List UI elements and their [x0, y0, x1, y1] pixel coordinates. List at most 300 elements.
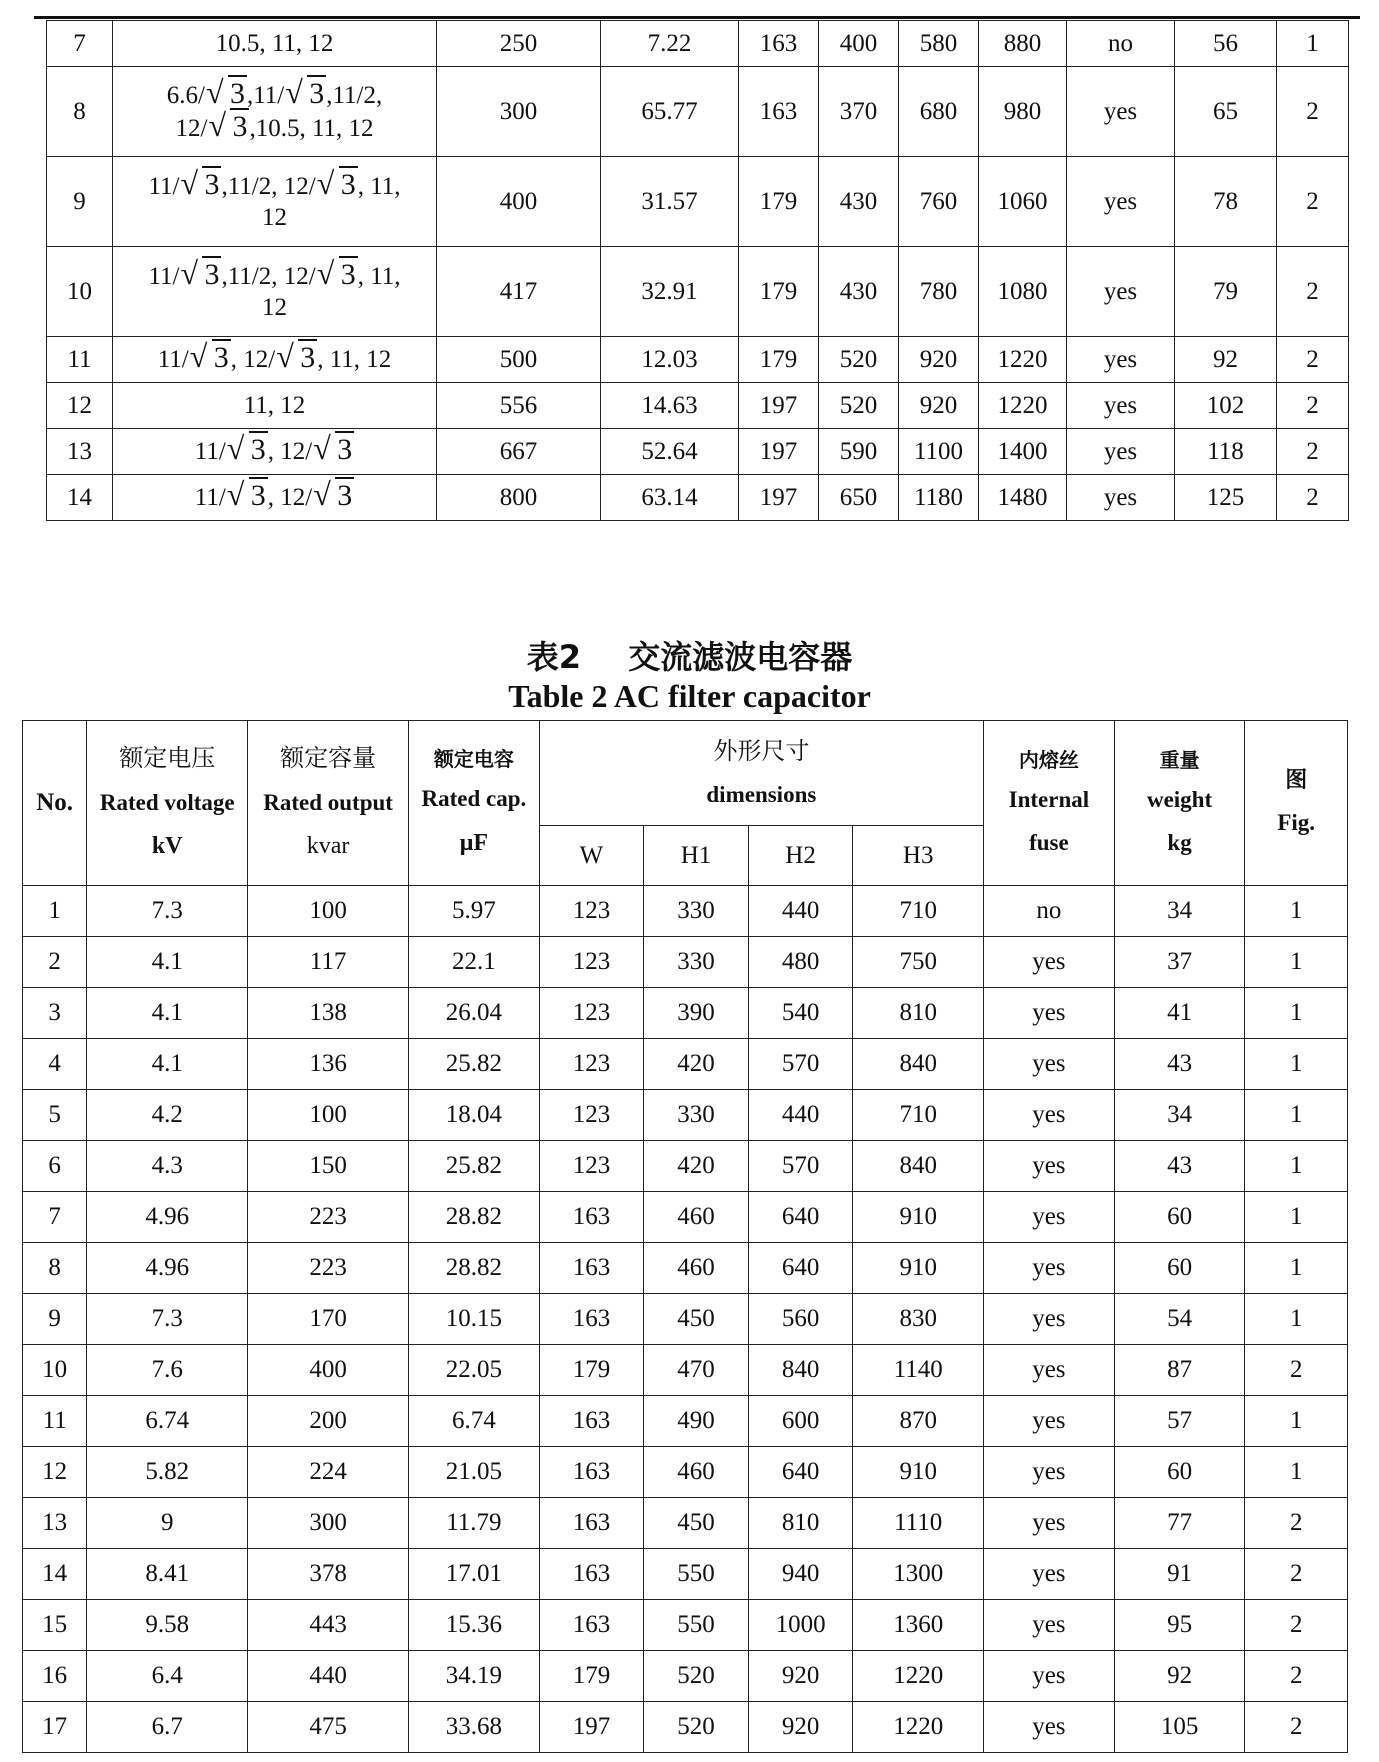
cell-fuse: yes: [1067, 429, 1175, 475]
cell-weight: 34: [1114, 886, 1245, 937]
sqrt-symbol: [180, 167, 221, 201]
cell-output: 443: [248, 1600, 409, 1651]
cell-output: 500: [437, 337, 601, 383]
table-row: [23, 886, 1348, 937]
cell-h2: 600: [748, 1396, 853, 1447]
header-w: W: [539, 826, 644, 886]
cell-weight: 105: [1114, 1702, 1245, 1753]
header-fuse: [984, 721, 1115, 886]
cell-w: 179: [539, 1345, 644, 1396]
cell-cap: 6.74: [409, 1396, 540, 1447]
header-fuse-en: Internal: [1008, 786, 1090, 812]
cell-weight: 54: [1114, 1294, 1245, 1345]
cell-no: 2: [23, 937, 87, 988]
cell-no: 4: [23, 1039, 87, 1090]
cell-h1: 330: [644, 937, 749, 988]
cell-voltage: 8.41: [87, 1549, 248, 1600]
cell-fig: 2: [1277, 157, 1349, 247]
cell-cap: 25.82: [409, 1039, 540, 1090]
voltage-text: , 12/: [267, 438, 313, 466]
cell-h1: 590: [819, 429, 899, 475]
cell-w: 179: [539, 1651, 644, 1702]
cell-cap: 25.82: [409, 1141, 540, 1192]
cell-h2: 920: [899, 337, 979, 383]
cell-no: 9: [47, 157, 113, 247]
cell-fuse: no: [1067, 21, 1175, 67]
cell-output: 667: [437, 429, 601, 475]
cell-fig: 1: [1245, 1447, 1348, 1498]
cell-h2: 1100: [899, 429, 979, 475]
cell-w: 123: [539, 886, 644, 937]
cell-w: 163: [739, 67, 819, 157]
cell-h2: 810: [748, 1498, 853, 1549]
table2-body: [23, 886, 1348, 1753]
table-row: [23, 988, 1348, 1039]
cell-h2: 440: [748, 1090, 853, 1141]
cell-cap: 33.68: [409, 1702, 540, 1753]
cell-weight: 56: [1175, 21, 1277, 67]
cell-no: 11: [23, 1396, 87, 1447]
table-row: [47, 157, 1349, 247]
cell-h3: 1110: [853, 1498, 984, 1549]
cell-h3: 1360: [853, 1600, 984, 1651]
cell-voltage: 7.6: [87, 1345, 248, 1396]
voltage-text: 11/: [157, 346, 189, 374]
cell-h3: 980: [979, 67, 1067, 157]
cell-fig: 1: [1245, 1192, 1348, 1243]
cell-h1: 520: [819, 337, 899, 383]
cell-h1: 550: [644, 1549, 749, 1600]
header-voltage-unit: kV: [151, 833, 183, 860]
cell-h3: 1300: [853, 1549, 984, 1600]
table-row: [23, 1447, 1348, 1498]
table-caption-cn: 表2 交流滤波电容器: [526, 638, 853, 676]
cell-no: 7: [47, 21, 113, 67]
cell-cap: 63.14: [601, 475, 739, 521]
cell-cap: 22.1: [409, 937, 540, 988]
header-cap-cn: 额定电容: [433, 747, 514, 772]
cell-voltage: 9: [87, 1498, 248, 1549]
cell-voltage: [113, 383, 437, 429]
sqrt-radicand: 3: [229, 77, 245, 111]
table-row: [23, 1243, 1348, 1294]
cell-h3: 840: [853, 1141, 984, 1192]
cell-cap: 31.57: [601, 157, 739, 247]
cell-weight: 102: [1175, 383, 1277, 429]
cell-fig: 1: [1277, 21, 1349, 67]
cell-w: 163: [739, 21, 819, 67]
cell-h2: 780: [899, 247, 979, 337]
voltage-text: ,10.5, 11, 12: [249, 114, 374, 142]
cell-cap: 26.04: [409, 988, 540, 1039]
cell-fig: 2: [1245, 1549, 1348, 1600]
header-fuse-en2: fuse: [1029, 829, 1069, 855]
cell-voltage: [113, 337, 437, 383]
cell-w: 197: [739, 383, 819, 429]
cell-cap: 11.79: [409, 1498, 540, 1549]
header-no: [23, 721, 87, 886]
cell-fuse: yes: [984, 1345, 1115, 1396]
top-rule: [34, 16, 1360, 19]
cell-voltage: 7.3: [87, 1294, 248, 1345]
cell-cap: 22.05: [409, 1345, 540, 1396]
sqrt-symbol: [180, 257, 221, 291]
cell-h3: 1400: [979, 429, 1067, 475]
cell-fig: 2: [1245, 1600, 1348, 1651]
cell-cap: 65.77: [601, 67, 739, 157]
header-fig-cn: 图: [1285, 768, 1308, 794]
cell-weight: 60: [1114, 1243, 1245, 1294]
cell-h1: 520: [819, 383, 899, 429]
cell-no: 16: [23, 1651, 87, 1702]
cell-h1: 460: [644, 1192, 749, 1243]
header-dimensions: [539, 721, 983, 826]
cell-no: 14: [23, 1549, 87, 1600]
cell-output: 223: [248, 1192, 409, 1243]
cell-output: 138: [248, 988, 409, 1039]
cell-voltage: 5.82: [87, 1447, 248, 1498]
header-voltage-en: Rated voltage: [99, 789, 235, 815]
voltage-text: , 12/: [267, 484, 313, 512]
cell-cap: 17.01: [409, 1549, 540, 1600]
cell-output: 117: [248, 937, 409, 988]
cell-h3: 1480: [979, 475, 1067, 521]
cell-h1: 430: [819, 157, 899, 247]
cell-h1: 450: [644, 1498, 749, 1549]
cell-weight: 57: [1114, 1396, 1245, 1447]
cell-h3: 910: [853, 1243, 984, 1294]
cell-output: 100: [248, 1090, 409, 1141]
cell-no: 11: [47, 337, 113, 383]
cell-fig: 1: [1245, 1039, 1348, 1090]
cell-fuse: yes: [984, 1651, 1115, 1702]
cell-cap: 21.05: [409, 1447, 540, 1498]
cell-h1: 430: [819, 247, 899, 337]
cell-fuse: yes: [984, 1396, 1115, 1447]
sqrt-radicand: 3: [204, 167, 220, 201]
sqrt-symbol: [285, 79, 326, 109]
header-output-en: Rated output: [263, 789, 393, 815]
cell-fuse: no: [984, 886, 1115, 937]
cell-w: 163: [539, 1243, 644, 1294]
ac-filter-capacitor-table: [22, 720, 1348, 1753]
cell-w: 123: [539, 1039, 644, 1090]
table-row: [47, 21, 1349, 67]
voltage-text: 12: [262, 204, 287, 231]
sqrt-radicand: 3: [250, 433, 266, 467]
cell-voltage: 7.3: [87, 886, 248, 937]
cell-no: 7: [23, 1192, 87, 1243]
cell-h1: 330: [644, 886, 749, 937]
cell-fig: 2: [1277, 247, 1349, 337]
cell-h2: 540: [748, 988, 853, 1039]
voltage-text: , 11,: [357, 172, 401, 200]
voltage-text: 12: [262, 294, 287, 321]
cell-fuse: yes: [984, 1549, 1115, 1600]
sqrt-radicand: 3: [204, 257, 220, 291]
sqrt-radicand: 3: [232, 109, 248, 143]
cell-h2: 1180: [899, 475, 979, 521]
cell-h3: 1220: [853, 1651, 984, 1702]
cell-w: 163: [539, 1498, 644, 1549]
cell-h3: 1220: [979, 383, 1067, 429]
table-row: [47, 475, 1349, 521]
cell-fuse: yes: [1067, 67, 1175, 157]
cell-h1: 650: [819, 475, 899, 521]
header-h1: H1: [644, 826, 749, 886]
cell-voltage: [113, 247, 437, 337]
header-dim-en: dimensions: [706, 781, 817, 807]
cell-h3: 750: [853, 937, 984, 988]
table-row: [23, 1141, 1348, 1192]
table-row: [47, 337, 1349, 383]
sqrt-radicand: 3: [250, 479, 266, 513]
voltage-text: 11/: [194, 484, 226, 512]
cell-h3: 1080: [979, 247, 1067, 337]
cell-fig: 1: [1245, 1294, 1348, 1345]
header-output: [248, 721, 409, 886]
voltage-text: 6.6/: [166, 82, 205, 110]
cell-voltage: 4.96: [87, 1243, 248, 1294]
cell-fuse: yes: [984, 1600, 1115, 1651]
table-caption-en: Table 2 AC filter capacitor: [508, 678, 871, 714]
voltage-text: , 12/: [230, 346, 276, 374]
cell-h3: 710: [853, 1090, 984, 1141]
cell-cap: 28.82: [409, 1192, 540, 1243]
cell-no: 10: [23, 1345, 87, 1396]
cell-weight: 95: [1114, 1600, 1245, 1651]
cell-h1: 520: [644, 1651, 749, 1702]
cell-h1: 460: [644, 1243, 749, 1294]
cell-fig: 1: [1245, 886, 1348, 937]
cell-no: 10: [47, 247, 113, 337]
cell-fuse: yes: [984, 1447, 1115, 1498]
sqrt-radicand: 3: [337, 433, 353, 467]
header-voltage: [87, 721, 248, 886]
cell-w: 163: [539, 1294, 644, 1345]
table-row: [47, 67, 1349, 157]
cell-w: 197: [739, 475, 819, 521]
header-output-cn: 额定容量: [280, 746, 377, 773]
table-row: [23, 1651, 1348, 1702]
cell-h3: 710: [853, 886, 984, 937]
cell-output: 400: [437, 157, 601, 247]
sqrt-symbol: [276, 343, 317, 373]
voltage-text: 11/: [148, 262, 180, 290]
table-row: [23, 1702, 1348, 1753]
cell-w: 163: [539, 1396, 644, 1447]
cell-h1: 420: [644, 1039, 749, 1090]
sqrt-symbol: [227, 481, 268, 511]
cell-fuse: yes: [1067, 247, 1175, 337]
cell-no: 8: [47, 67, 113, 157]
cell-voltage: 6.74: [87, 1396, 248, 1447]
table-row: [47, 383, 1349, 429]
cell-output: 250: [437, 21, 601, 67]
cell-fig: 2: [1245, 1702, 1348, 1753]
cell-voltage: 4.1: [87, 937, 248, 988]
table-row: [47, 429, 1349, 475]
cell-h1: 400: [819, 21, 899, 67]
cell-fuse: yes: [984, 1141, 1115, 1192]
cell-h1: 330: [644, 1090, 749, 1141]
cell-h2: 570: [748, 1141, 853, 1192]
cell-h2: 640: [748, 1243, 853, 1294]
cell-weight: 78: [1175, 157, 1277, 247]
cell-output: 300: [248, 1498, 409, 1549]
cell-output: 200: [248, 1396, 409, 1447]
cell-voltage: [113, 67, 437, 157]
cell-h3: 1220: [979, 337, 1067, 383]
cell-weight: 91: [1114, 1549, 1245, 1600]
table1-body: [47, 21, 1349, 521]
header-weight: [1114, 721, 1245, 886]
header-cap-unit: μF: [459, 829, 488, 856]
cell-h2: 480: [748, 937, 853, 988]
cell-h2: 560: [748, 1294, 853, 1345]
sqrt-radicand: 3: [300, 341, 316, 375]
sqrt-radicand: 3: [340, 257, 356, 291]
cell-fig: 1: [1245, 1141, 1348, 1192]
cell-cap: 10.15: [409, 1294, 540, 1345]
header-no-label: No.: [36, 789, 74, 817]
cell-output: 224: [248, 1447, 409, 1498]
cell-no: 5: [23, 1090, 87, 1141]
cell-output: 223: [248, 1243, 409, 1294]
cell-cap: 52.64: [601, 429, 739, 475]
cell-w: 197: [739, 429, 819, 475]
cell-voltage: 4.2: [87, 1090, 248, 1141]
voltage-text: , 11,: [357, 262, 401, 290]
cell-cap: 7.22: [601, 21, 739, 67]
cell-voltage: 4.1: [87, 988, 248, 1039]
cell-h2: 680: [899, 67, 979, 157]
cell-fig: 1: [1245, 1090, 1348, 1141]
header-output-unit: kvar: [306, 833, 350, 860]
cell-w: 123: [539, 1090, 644, 1141]
cell-fig: 2: [1277, 337, 1349, 383]
cell-fig: 1: [1245, 1396, 1348, 1447]
cell-weight: 79: [1175, 247, 1277, 337]
cell-output: 136: [248, 1039, 409, 1090]
sqrt-symbol: [313, 481, 354, 511]
cell-h2: 570: [748, 1039, 853, 1090]
cell-output: 440: [248, 1651, 409, 1702]
cell-w: 179: [739, 337, 819, 383]
cell-weight: 43: [1114, 1141, 1245, 1192]
cell-no: 8: [23, 1243, 87, 1294]
cell-w: 123: [539, 937, 644, 988]
cell-fig: 2: [1277, 383, 1349, 429]
cell-w: 123: [539, 1141, 644, 1192]
cell-weight: 60: [1114, 1447, 1245, 1498]
table-row: [23, 1498, 1348, 1549]
cell-h1: 470: [644, 1345, 749, 1396]
cell-fuse: yes: [984, 1192, 1115, 1243]
cell-weight: 43: [1114, 1039, 1245, 1090]
cell-cap: 5.97: [409, 886, 540, 937]
table-row: [23, 937, 1348, 988]
cell-fuse: yes: [984, 988, 1115, 1039]
cell-h2: 760: [899, 157, 979, 247]
cell-h2: 920: [748, 1651, 853, 1702]
cell-no: 15: [23, 1600, 87, 1651]
cell-cap: 18.04: [409, 1090, 540, 1141]
header-voltage-cn: 额定电压: [119, 746, 216, 773]
cell-fuse: yes: [1067, 475, 1175, 521]
cell-h1: 520: [644, 1702, 749, 1753]
table-row: [23, 1192, 1348, 1243]
sqrt-radicand: 3: [337, 479, 353, 513]
sqrt-symbol: [317, 167, 358, 201]
table-row: [23, 1090, 1348, 1141]
cell-weight: 125: [1175, 475, 1277, 521]
cell-h3: 1140: [853, 1345, 984, 1396]
cell-no: 12: [23, 1447, 87, 1498]
cell-h3: 870: [853, 1396, 984, 1447]
cell-fig: 2: [1245, 1345, 1348, 1396]
cell-h2: 940: [748, 1549, 853, 1600]
cell-no: 9: [23, 1294, 87, 1345]
cell-output: 400: [248, 1345, 409, 1396]
cell-h1: 490: [644, 1396, 749, 1447]
cell-h1: 390: [644, 988, 749, 1039]
cell-h3: 910: [853, 1192, 984, 1243]
cell-no: 13: [47, 429, 113, 475]
cell-weight: 118: [1175, 429, 1277, 475]
table-row: [23, 1600, 1348, 1651]
cell-fig: 2: [1277, 475, 1349, 521]
voltage-text: ,11/2, 12/: [221, 262, 316, 290]
table-row: [23, 1294, 1348, 1345]
header-fig: [1245, 721, 1348, 886]
sqrt-symbol: [227, 435, 268, 465]
cell-h3: 880: [979, 21, 1067, 67]
cell-weight: 92: [1114, 1651, 1245, 1702]
voltage-text: ,11/2,: [326, 82, 383, 110]
cell-h1: 460: [644, 1447, 749, 1498]
header-h3: H3: [853, 826, 984, 886]
cell-w: 163: [539, 1549, 644, 1600]
sqrt-radicand: 3: [213, 341, 229, 375]
cell-h2: 440: [748, 886, 853, 937]
table-row: [23, 1039, 1348, 1090]
cell-no: 6: [23, 1141, 87, 1192]
cell-fuse: yes: [1067, 383, 1175, 429]
cell-weight: 77: [1114, 1498, 1245, 1549]
cell-output: 417: [437, 247, 601, 337]
cell-h1: 370: [819, 67, 899, 157]
voltage-text: 10.5, 11, 12: [215, 29, 334, 57]
cell-cap: 34.19: [409, 1651, 540, 1702]
sqrt-symbol: [317, 257, 358, 291]
cell-output: 170: [248, 1294, 409, 1345]
cell-h3: 1060: [979, 157, 1067, 247]
cell-voltage: [113, 157, 437, 247]
cell-fuse: yes: [984, 1243, 1115, 1294]
cell-cap: 14.63: [601, 383, 739, 429]
voltage-text: 11/: [148, 172, 180, 200]
cell-fuse: yes: [984, 937, 1115, 988]
cell-voltage: [113, 429, 437, 475]
cell-cap: 28.82: [409, 1243, 540, 1294]
cell-w: 163: [539, 1192, 644, 1243]
cell-fuse: yes: [984, 1498, 1115, 1549]
voltage-text: 12/: [175, 114, 208, 142]
cell-w: 163: [539, 1447, 644, 1498]
cell-output: 556: [437, 383, 601, 429]
cell-fuse: yes: [984, 1090, 1115, 1141]
